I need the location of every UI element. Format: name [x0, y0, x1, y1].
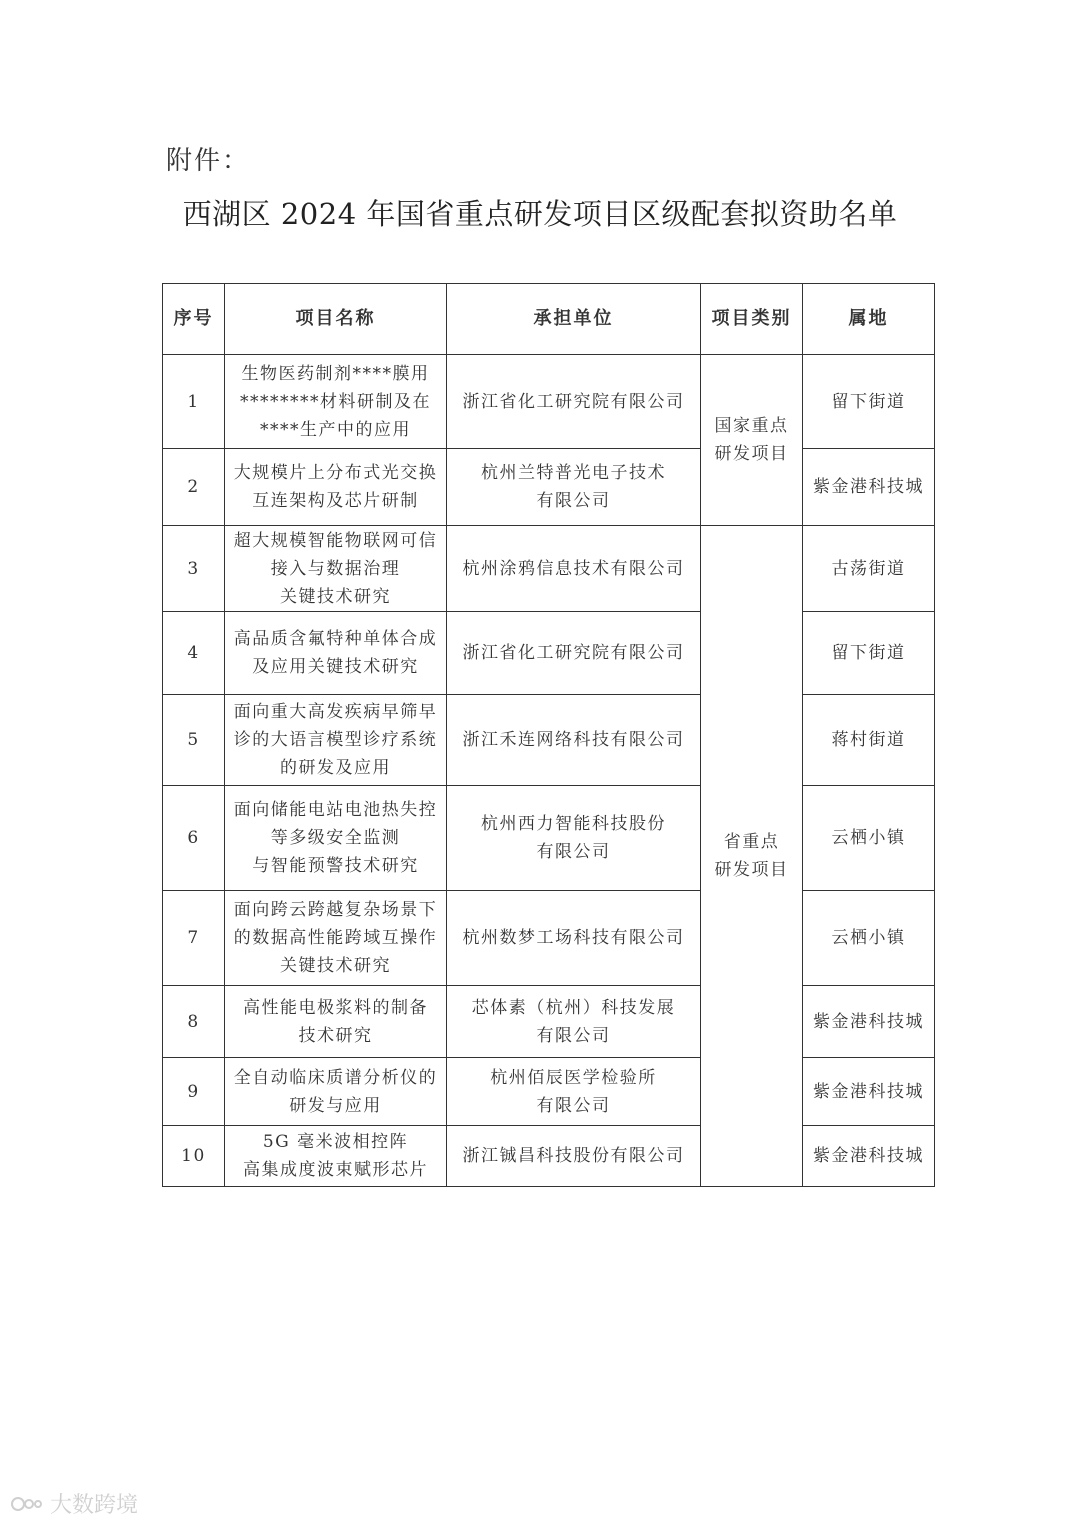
- row-project-name: 超大规模智能物联网可信 接入与数据治理 关键技术研究: [225, 526, 447, 612]
- row-region: 留下街道: [803, 612, 935, 695]
- row-region: 留下街道: [803, 355, 935, 449]
- header-project-name: 项目名称: [225, 284, 447, 355]
- row-no: 8: [163, 986, 225, 1058]
- watermark-text: 大数跨境: [50, 1493, 139, 1518]
- attachment-label: 附件：: [166, 146, 251, 176]
- row-region: 古荡街道: [803, 526, 935, 612]
- row-unit: 浙江省化工研究院有限公司: [447, 612, 701, 695]
- watermark-logo-icon: [10, 1493, 44, 1515]
- document-title: 西湖区 2024 年国省重点研发项目区级配套拟资助名单: [182, 197, 898, 231]
- table-row: [163, 1126, 935, 1187]
- row-region: 紫金港科技城: [803, 986, 935, 1058]
- row-no: 9: [163, 1058, 225, 1126]
- table-row: [163, 786, 935, 891]
- category-cell-provincial: 省重点 研发项目: [701, 526, 803, 1187]
- row-unit: 浙江禾连网络科技有限公司: [447, 695, 701, 786]
- row-region: 云栖小镇: [803, 786, 935, 891]
- header-region: 属地: [803, 284, 935, 355]
- row-region: 紫金港科技城: [803, 1126, 935, 1187]
- row-region: 蒋村街道: [803, 695, 935, 786]
- row-project-name: 全自动临床质谱分析仪的 研发与应用: [225, 1058, 447, 1126]
- table-header-row: [163, 284, 935, 355]
- table-row: [163, 612, 935, 695]
- row-unit: 杭州西力智能科技股份 有限公司: [447, 786, 701, 891]
- row-project-name: 5G 毫米波相控阵 高集成度波束赋形芯片: [225, 1126, 447, 1187]
- row-unit: 杭州涂鸦信息技术有限公司: [447, 526, 701, 612]
- row-no: 6: [163, 786, 225, 891]
- header-no: 序号: [163, 284, 225, 355]
- row-unit: 杭州佰辰医学检验所 有限公司: [447, 1058, 701, 1126]
- row-region: 紫金港科技城: [803, 449, 935, 526]
- row-project-name: 面向储能电站电池热失控 等多级安全监测 与智能预警技术研究: [225, 786, 447, 891]
- row-project-name: 大规模片上分布式光交换 互连架构及芯片研制: [225, 449, 447, 526]
- row-unit: 芯体素（杭州）科技发展 有限公司: [447, 986, 701, 1058]
- row-unit: 杭州数梦工场科技有限公司: [447, 891, 701, 986]
- row-no: 2: [163, 449, 225, 526]
- row-no: 4: [163, 612, 225, 695]
- row-project-name: 高性能电极浆料的制备 技术研究: [225, 986, 447, 1058]
- row-no: 3: [163, 526, 225, 612]
- table-row: [163, 1058, 935, 1126]
- category-cell-national: 国家重点 研发项目: [701, 355, 803, 526]
- row-no: 5: [163, 695, 225, 786]
- row-no: 10: [163, 1126, 225, 1187]
- row-unit: 杭州兰特普光电子技术 有限公司: [447, 449, 701, 526]
- table-row: [163, 449, 935, 526]
- table-row: [163, 891, 935, 986]
- row-region: 云栖小镇: [803, 891, 935, 986]
- table-row: [163, 526, 935, 612]
- row-no: 1: [163, 355, 225, 449]
- row-project-name: 高品质含氟特种单体合成 及应用关键技术研究: [225, 612, 447, 695]
- funding-table: [162, 283, 935, 1187]
- table-row: [163, 695, 935, 786]
- header-unit: 承担单位: [447, 284, 701, 355]
- watermark: [10, 1488, 138, 1519]
- row-region: 紫金港科技城: [803, 1058, 935, 1126]
- row-project-name: 面向重大高发疾病早筛早 诊的大语言模型诊疗系统 的研发及应用: [225, 695, 447, 786]
- header-category: 项目类别: [701, 284, 803, 355]
- row-project-name: 生物医药制剂****膜用 ********材料研制及在 ****生产中的应用: [225, 355, 447, 449]
- row-unit: 浙江铖昌科技股份有限公司: [447, 1126, 701, 1187]
- row-unit: 浙江省化工研究院有限公司: [447, 355, 701, 449]
- table-row: [163, 986, 935, 1058]
- row-project-name: 面向跨云跨越复杂场景下 的数据高性能跨域互操作 关键技术研究: [225, 891, 447, 986]
- table-row: [163, 355, 935, 449]
- row-no: 7: [163, 891, 225, 986]
